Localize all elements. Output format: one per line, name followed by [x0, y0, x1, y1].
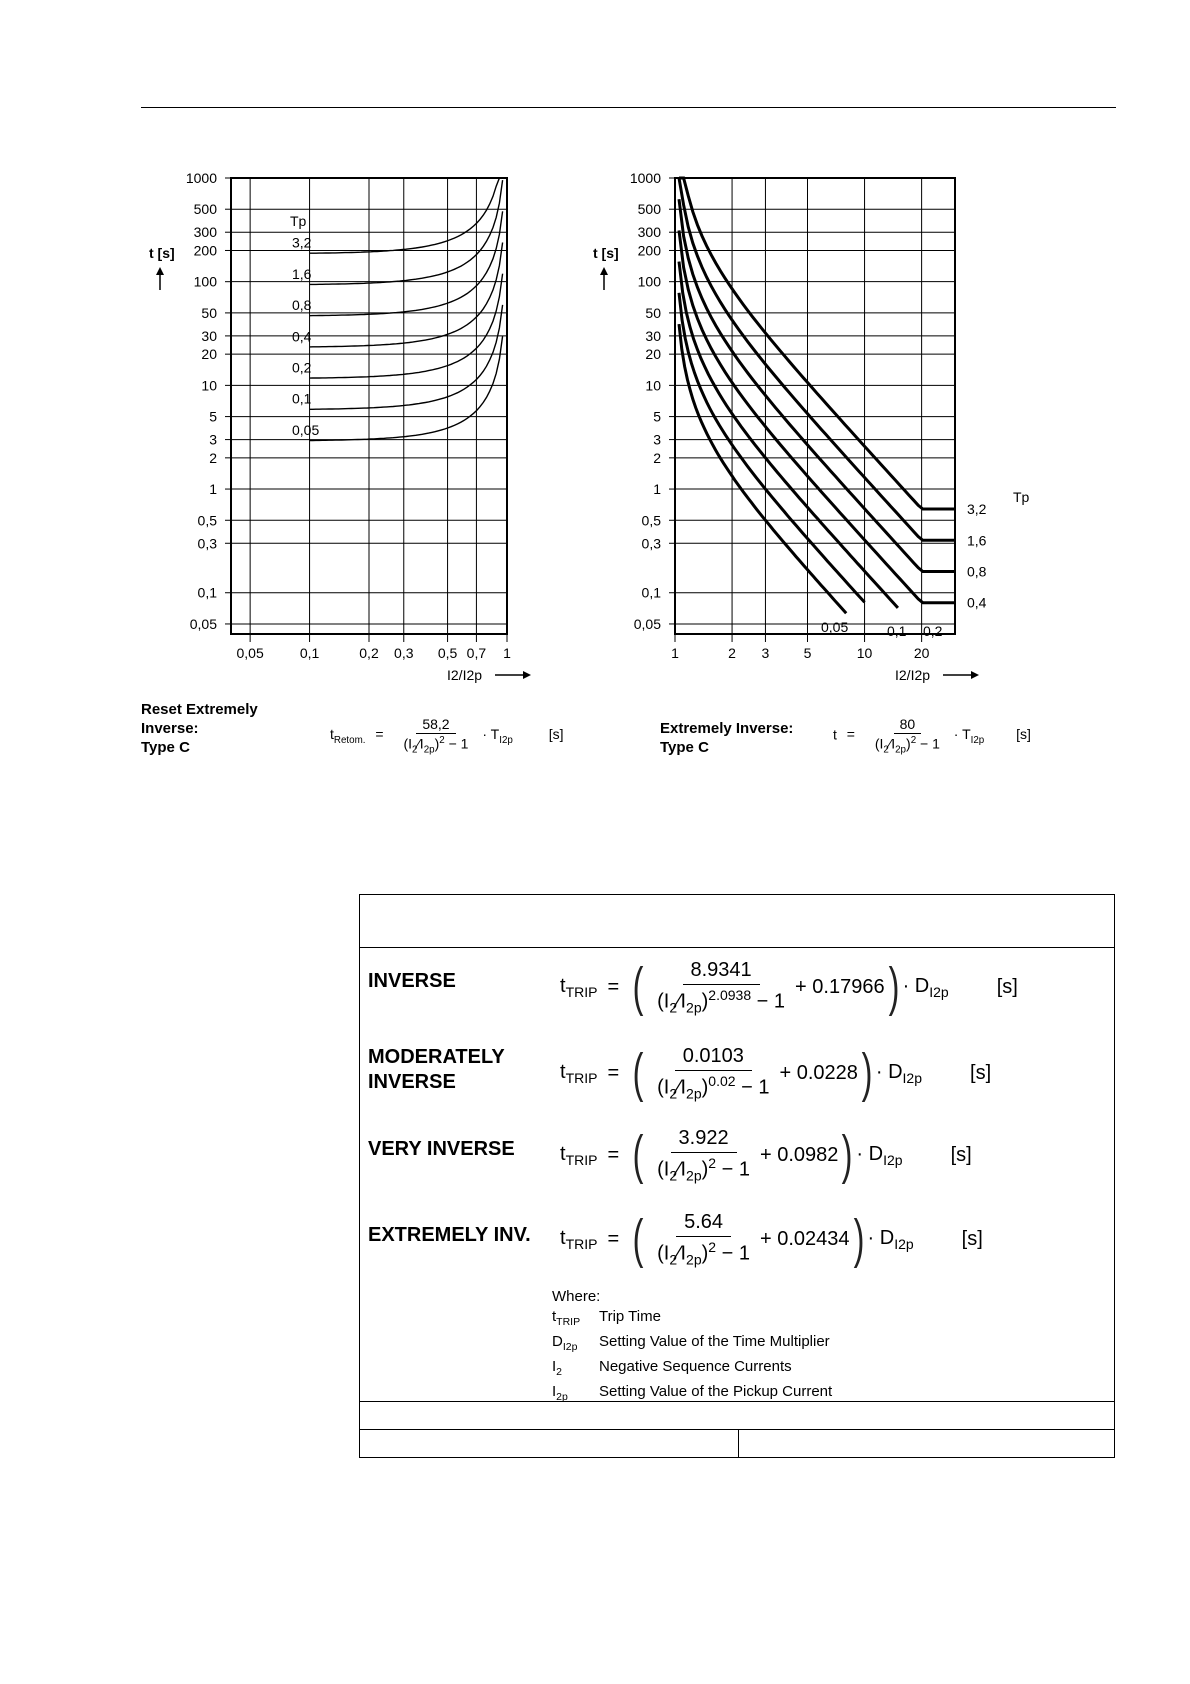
left-chart-caption	[141, 700, 258, 757]
curve-label: 3,2	[292, 234, 312, 251]
y-tick-label: 20	[645, 346, 661, 363]
formula-denominator: $(I_2⁄I_{2p})^2 - 1$	[874, 735, 940, 756]
where-desc: Setting Value of the Pickup Current	[599, 1383, 833, 1400]
curve-0-8	[310, 211, 503, 315]
x-axis-arrowhead	[971, 671, 979, 679]
y-tick-label: 10	[645, 377, 661, 394]
plot-frame	[675, 178, 955, 634]
x-tick-label: 2	[728, 645, 736, 661]
curve-label: 0,8	[292, 297, 312, 314]
y-tick-label: 500	[193, 201, 217, 218]
y-tick-label: 2	[209, 449, 217, 466]
formula-exponent: 2.0938	[708, 987, 752, 1003]
curve-0-2	[679, 262, 898, 608]
curve-label: 0,4	[292, 328, 312, 345]
formula-offset: + 0.0228	[779, 1061, 858, 1084]
x-axis-label: I2/I2p	[447, 667, 483, 683]
y-tick-label: 100	[193, 273, 217, 290]
y-tick-label: 10	[201, 377, 217, 394]
x-tick-label: 10	[856, 645, 873, 661]
formula-numerator: 8.9341	[683, 959, 760, 985]
curve-label: 0,05	[292, 421, 320, 438]
legend-title: Tp	[290, 213, 307, 229]
where-desc: Negative Sequence Currents	[599, 1358, 792, 1375]
formula-fraction	[397, 716, 474, 755]
x-tick-label: 0,7	[466, 645, 487, 661]
where-desc: Setting Value of the Time Multiplier	[599, 1333, 830, 1350]
x-tick-label: 20	[913, 645, 930, 661]
trip-formula: $t_{TRIP}$ = ( $\frac{8.9341}{(I_2⁄I_{2p})^{2.0938} - 1}$ + 0.17966 ) · $D_{I2p}$ [s]	[560, 957, 1018, 1018]
y-tick-label: 1000	[185, 170, 217, 186]
curve-name: VERY INVERSE	[368, 1138, 515, 1160]
caption-line: Type C	[141, 739, 190, 756]
y-tick-label: 0,1	[197, 584, 217, 601]
y-tick-label: 100	[637, 273, 661, 290]
formula-unit: [s]	[961, 1227, 983, 1250]
formula-fraction	[869, 716, 946, 755]
trip-equations-table	[359, 894, 1115, 1458]
table-cell-divider	[738, 1429, 739, 1458]
where-desc: Trip Time	[599, 1308, 661, 1325]
right-formula: t = $\frac{80}{(I_2⁄I_{2p})^2 - 1}$ · $T_{I2p}$ [s]	[833, 716, 1031, 756]
y-tick-label: 3	[209, 431, 217, 448]
trip-formula: $t_{TRIP}$ = ( $\frac{5.64}{(I_2⁄I_{2p})^2 - 1}$ + 0.02434 ) · $D_{I2p}$ [s]	[560, 1209, 983, 1270]
x-tick-label: 0,2	[359, 645, 379, 661]
caption-line: Type C	[660, 739, 709, 756]
formula-offset: + 0.17966	[795, 975, 885, 998]
y-tick-label: 0,05	[633, 615, 661, 632]
curve-name: INVERSE	[368, 970, 456, 992]
formula-numerator: 5.64	[676, 1211, 731, 1237]
curve-label: 0,05	[821, 619, 849, 635]
formula-unit: [s]	[548, 726, 564, 743]
legend-title: Tp	[1013, 489, 1030, 505]
formula-numerator: 3.922	[671, 1127, 737, 1153]
y-tick-label: 0,1	[641, 584, 661, 601]
y-tick-label: 0,5	[197, 512, 217, 529]
x-tick-label: 1	[503, 645, 511, 661]
trip-formula: $t_{TRIP}$ = ( $\frac{0.0103}{(I_2⁄I_{2p})^{0.02} - 1}$ + 0.0228 ) · $D_{I2p}$ [s]	[560, 1043, 992, 1104]
x-axis-arrowhead	[523, 671, 531, 679]
curve-label: 0,2	[292, 359, 312, 376]
formula-exponent: 0.02	[708, 1073, 736, 1089]
where-item: $I_{2p}$ Setting Value of the Pickup Current	[552, 1382, 832, 1407]
formula-numerator: 0.0103	[675, 1045, 752, 1071]
where-item: $I_2$ Negative Sequence Currents	[552, 1357, 832, 1382]
y-tick-label: 500	[637, 201, 661, 218]
caption-line: Reset Extremely	[141, 701, 258, 718]
extremely-inverse-chart	[593, 160, 1045, 700]
curve-0-05	[310, 336, 503, 440]
y-axis-label: t [s]	[149, 245, 175, 261]
y-tick-label: 1000	[629, 170, 661, 186]
x-tick-label: 1	[671, 645, 679, 661]
y-tick-label: 0,3	[641, 535, 661, 552]
x-tick-label: 0,5	[437, 645, 458, 661]
y-tick-label: 200	[637, 242, 661, 259]
curve-label: 0,2	[923, 623, 943, 639]
y-tick-label: 30	[645, 327, 661, 344]
curve-label: 0,1	[292, 390, 312, 407]
curve-name: MODERATELY INVERSE	[368, 1046, 505, 1093]
x-tick-label: 5	[803, 645, 812, 661]
formula-numerator: 58,2	[416, 716, 455, 734]
where-legend	[552, 1287, 832, 1407]
reset-extremely-inverse-chart	[135, 160, 515, 700]
y-axis-arrowhead	[600, 267, 608, 275]
where-title: Where:	[552, 1288, 601, 1305]
x-tick-label: 3	[761, 645, 770, 661]
formula-exponent: 2	[708, 1155, 717, 1171]
y-tick-label: 1	[653, 481, 661, 498]
x-tick-label: 0,3	[394, 645, 414, 661]
caption-line: Extremely Inverse:	[660, 720, 794, 737]
formula-unit: [s]	[970, 1061, 992, 1084]
y-tick-label: 20	[201, 346, 217, 363]
table-header-cell	[360, 895, 1114, 948]
curve-label: 0,8	[967, 563, 987, 580]
curve-0-4	[310, 243, 503, 347]
y-tick-label: 300	[193, 224, 217, 241]
curve-label: 1,6	[967, 532, 987, 549]
curve-label: 1,6	[292, 265, 312, 282]
y-tick-label: 30	[201, 327, 217, 344]
y-tick-label: 5	[209, 408, 217, 425]
formula-numerator: 80	[894, 716, 922, 734]
formula-unit: [s]	[1016, 726, 1031, 743]
curve-label: 0,1	[887, 623, 907, 639]
formula-offset: + 0.0982	[760, 1143, 839, 1166]
y-tick-label: 0,3	[197, 535, 217, 552]
y-tick-label: 50	[645, 304, 661, 321]
formula-unit: [s]	[950, 1143, 972, 1166]
formula-lhs: t	[833, 726, 837, 743]
y-tick-label: 0,5	[641, 512, 661, 529]
y-tick-label: 300	[637, 224, 661, 241]
curve-0-1	[310, 305, 503, 409]
where-item: $t_{TRIP}$ Trip Time	[552, 1307, 832, 1332]
formula-offset: + 0.02434	[760, 1227, 850, 1250]
trip-formula: $t_{TRIP}$ = ( $\frac{3.922}{(I_2⁄I_{2p})^2 - 1}$ + 0.0982 ) · $D_{I2p}$ [s]	[560, 1125, 972, 1186]
y-tick-label: 0,05	[189, 615, 217, 632]
curve-3-2	[310, 178, 503, 253]
curve-label: 0,4	[967, 594, 987, 611]
formula-denominator: $(I_2⁄I_{2p})^2 - 1$	[403, 735, 469, 756]
right-chart-caption	[660, 719, 793, 757]
y-tick-label: 2	[653, 449, 661, 466]
formula-exponent: 2	[708, 1239, 717, 1255]
curve-label: 3,2	[967, 501, 987, 518]
y-tick-label: 5	[653, 408, 661, 425]
table-divider	[360, 1429, 1114, 1430]
curve-name: EXTREMELY INV.	[368, 1224, 531, 1246]
caption-line: Inverse:	[141, 720, 199, 737]
y-tick-label: 200	[193, 242, 217, 259]
x-tick-label: 0,1	[299, 645, 320, 661]
x-axis-label: I2/I2p	[895, 667, 931, 683]
curve-0-2	[310, 274, 503, 378]
y-axis-label: t [s]	[593, 245, 619, 261]
left-formula: $t_{Retom.}$ = $\frac{58,2}{(I_2⁄I_{2p})^2 - 1}$ · $T_{I2p}$ [s]	[330, 716, 564, 756]
y-axis-arrowhead	[156, 267, 164, 275]
formula-unit: [s]	[996, 975, 1018, 998]
y-tick-label: 1	[209, 481, 217, 498]
header-rule	[141, 107, 1116, 108]
y-tick-label: 50	[201, 304, 217, 321]
x-tick-label: 0,05	[236, 645, 264, 661]
where-item: $D_{I2p}$ Setting Value of the Time Multiplier	[552, 1332, 832, 1357]
y-tick-label: 3	[653, 431, 661, 448]
table-divider	[360, 1401, 1114, 1402]
